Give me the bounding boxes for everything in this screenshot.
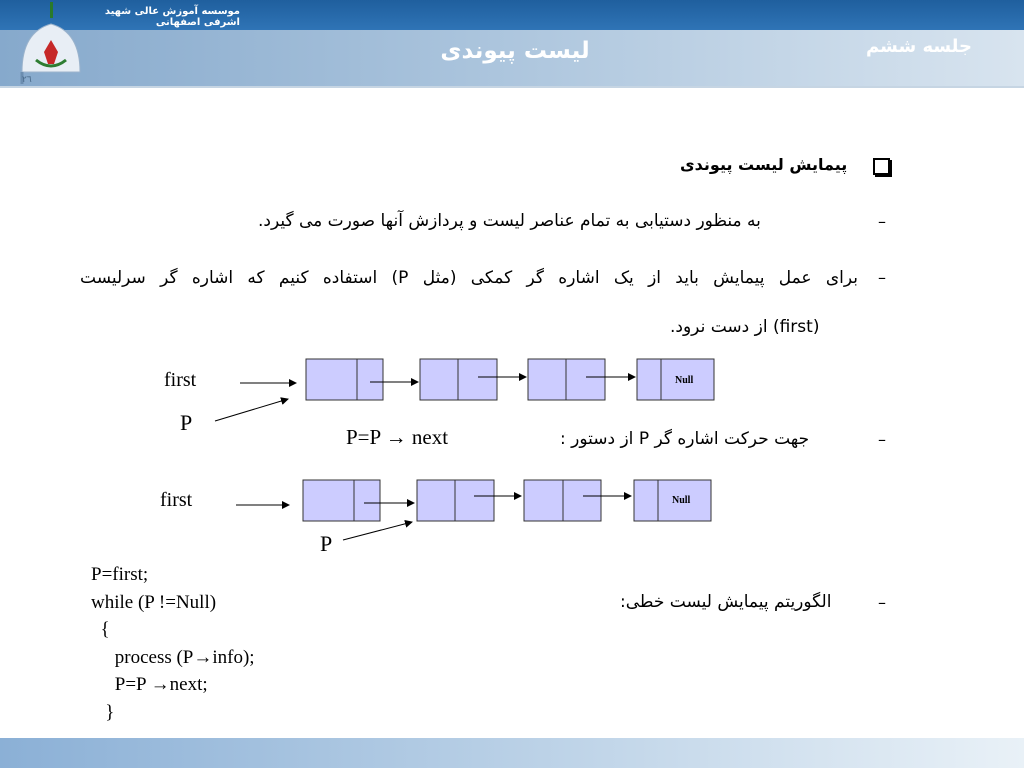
list-node bbox=[306, 359, 383, 400]
code-line: P=first; bbox=[91, 564, 149, 585]
svg-text:٢٦: ٢٦ bbox=[22, 75, 32, 85]
null-label: Null bbox=[672, 495, 691, 506]
diagram-2 bbox=[236, 480, 711, 540]
dash-bullet-icon: – bbox=[878, 593, 886, 612]
text-line-2: برای عمل پیمایش باید از یک اشاره گر کمکی (مثل P) استفاده کنیم که اشاره گر سرلیست bbox=[80, 268, 859, 288]
diagram-1 bbox=[215, 359, 714, 421]
code-block bbox=[91, 561, 255, 726]
first-label: first bbox=[160, 489, 193, 511]
section-heading: پیمایش لیست پیوندی bbox=[680, 155, 848, 174]
text-line-3: (first) از دست نرود. bbox=[670, 317, 820, 337]
text-line-5: الگوریتم پیمایش لیست خطی: bbox=[620, 592, 832, 612]
code-line: { bbox=[91, 619, 110, 640]
null-label: Null bbox=[675, 375, 694, 386]
code-line: while (P !=Null) bbox=[91, 591, 217, 613]
code-line: } bbox=[91, 701, 115, 723]
slide-footer bbox=[0, 738, 1024, 768]
p-arrow bbox=[343, 522, 412, 540]
list-node bbox=[303, 480, 380, 521]
page-title: لیست پیوندی bbox=[440, 38, 590, 64]
pointer-command: P=P → next bbox=[346, 425, 449, 449]
dash-bullet-icon: – bbox=[878, 268, 886, 287]
dash-bullet-icon: – bbox=[878, 212, 886, 231]
institute-name: موسسه آموزش عالی شهید اشرفی اصفهانی bbox=[104, 6, 240, 28]
code-line: P=P →next; bbox=[91, 674, 208, 695]
text-line-1: به منظور دستیابی به تمام عناصر لیست و پردازش آنها صورت می گیرد. bbox=[258, 211, 761, 231]
text-line-4: جهت حرکت اشاره گر P از دستور : bbox=[560, 429, 810, 449]
p-arrow bbox=[215, 399, 288, 421]
session-label: جلسه ششم bbox=[866, 36, 972, 57]
p-label: P bbox=[180, 410, 193, 435]
code-line: process (P→info); bbox=[91, 646, 255, 668]
dash-bullet-icon: – bbox=[878, 430, 886, 449]
first-label: first bbox=[164, 369, 197, 391]
p-label: P bbox=[320, 531, 333, 556]
